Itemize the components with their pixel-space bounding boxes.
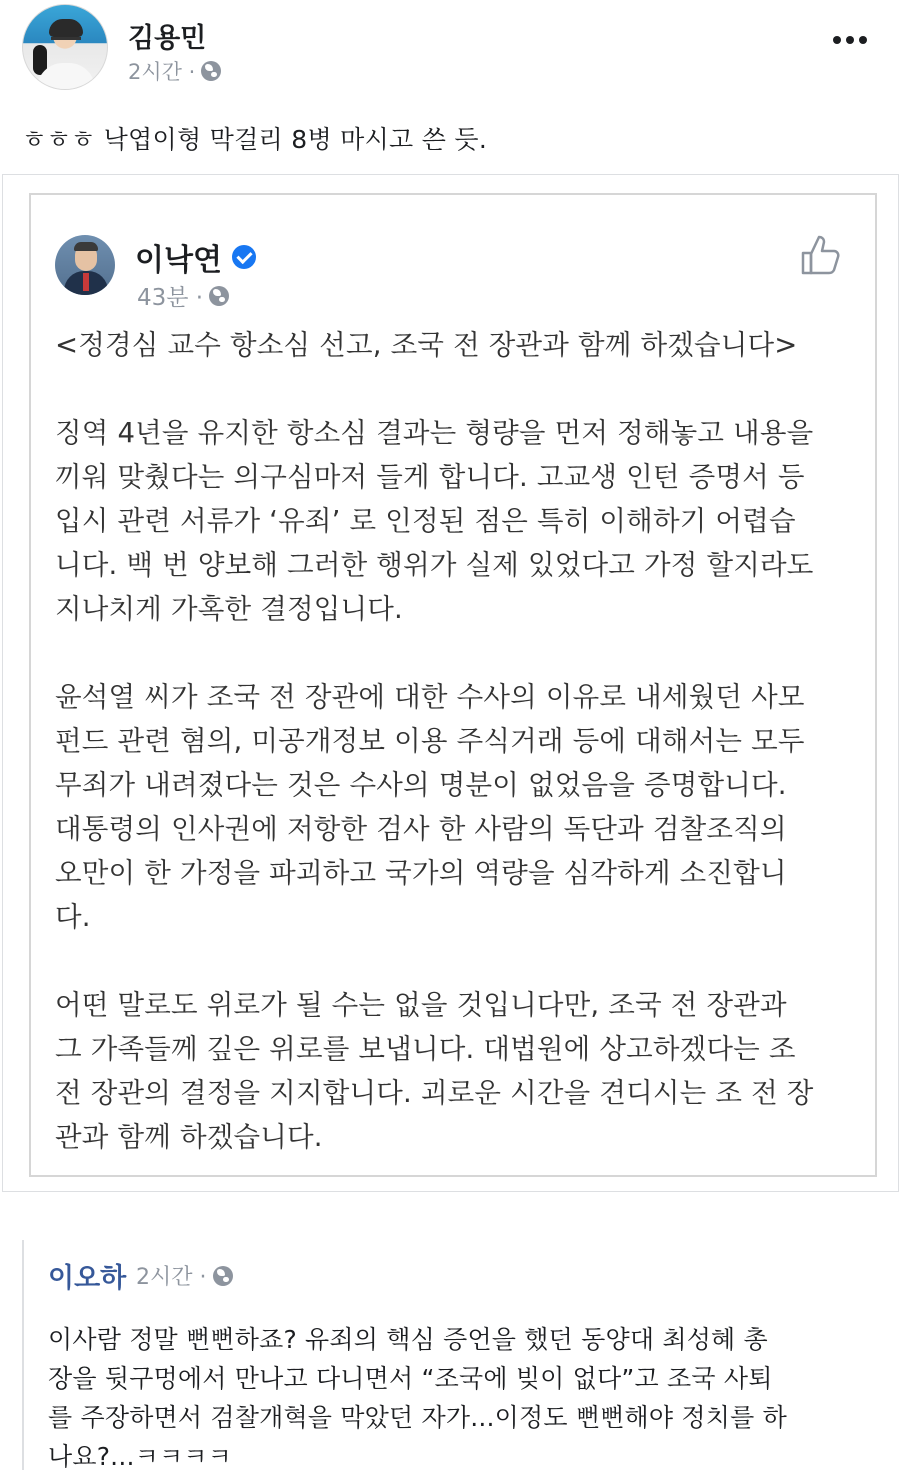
shared-author [135, 235, 256, 279]
shared-post-card[interactable] [29, 193, 877, 1177]
verified-badge-icon [232, 245, 256, 269]
globe-icon [201, 61, 221, 81]
post-header [22, 4, 878, 94]
author-avatar[interactable] [22, 4, 108, 90]
comment [22, 1240, 878, 1470]
shared-post-frame [2, 174, 899, 1192]
post-time[interactable]: 2시간 · [128, 60, 196, 84]
shared-post-paragraph: 윤석열 씨가 조국 전 장관에 대한 수사의 이유로 내세웠던 사모 펀드 관련 혐의, 미공개정보 이용 주식거래 등에 대해서는 모두 무죄가 내려졌다는 것은 수사의 명분이 없었음을 증명합니다. 대통령의 인사권에 저항한 검사 한 사람의 독단과 검찰조직의 오만이 한 가정을 파괴하고 국가의 역량을 심각하게 소진합니 다. [55, 681, 805, 933]
comment-text: 이사람 정말 뻔뻔하죠? 유죄의 핵심 증언을 했던 동양대 최성혜 총 장을 뒷구멍에서 만나고 다니면서 “조국에 빚이 없다”고 조국 사퇴 를 주장하면서 검찰개혁을 막았던 자가...이정도 뻔뻔해야 정치를 하 나요?...ㅋㅋㅋㅋ [48, 1325, 787, 1470]
shared-post-paragraph: 어떤 말로도 위로가 될 수는 없을 것입니다만, 조국 전 장관과 그 가족들께 깊은 위로를 보냅니다. 대법원에 상고하겠다는 조 전 장관의 결정을 지지합니다. 괴로운 시간을 견디시는 조 전 장 관과 함께 하겠습니다. [55, 989, 814, 1153]
shared-post-meta [137, 279, 229, 312]
shared-post-time[interactable]: 43분 · [137, 285, 204, 311]
more-options-icon[interactable] [830, 30, 870, 50]
post-meta [128, 56, 221, 86]
comment-author[interactable]: 이오하 [48, 1263, 127, 1294]
shared-post-title: <정경심 교수 항소심 선고, 조국 전 장관과 함께 하겠습니다> [55, 329, 798, 361]
thumbs-up-icon[interactable] [797, 231, 845, 279]
comment-meta [136, 1260, 233, 1291]
post-text: ㅎㅎㅎ 낙엽이형 막걸리 8병 마시고 쓴 듯. [22, 125, 488, 154]
comment-time[interactable]: 2시간 · [136, 1265, 207, 1290]
shared-post-paragraph: 징역 4년을 유지한 항소심 결과는 형량을 먼저 정해놓고 내용을 끼워 맞췄다는 의구심마저 들게 합니다. 고교생 인턴 증명서 등 입시 관련 서류가 ‘유죄’ 로 인정된 점은 특히 이해하기 어렵습 니다. 백 번 양보해 그러한 행위가 실제 있었다고 가정 할지라도 지나치게 가혹한 결정입니다. [55, 417, 814, 625]
shared-post-body [55, 323, 855, 1159]
shared-author-name[interactable]: 이낙연 [135, 243, 222, 278]
globe-icon [213, 1266, 233, 1286]
author-name[interactable]: 김용민 [128, 23, 207, 54]
shared-author-avatar[interactable] [55, 235, 115, 295]
globe-icon [209, 286, 229, 306]
